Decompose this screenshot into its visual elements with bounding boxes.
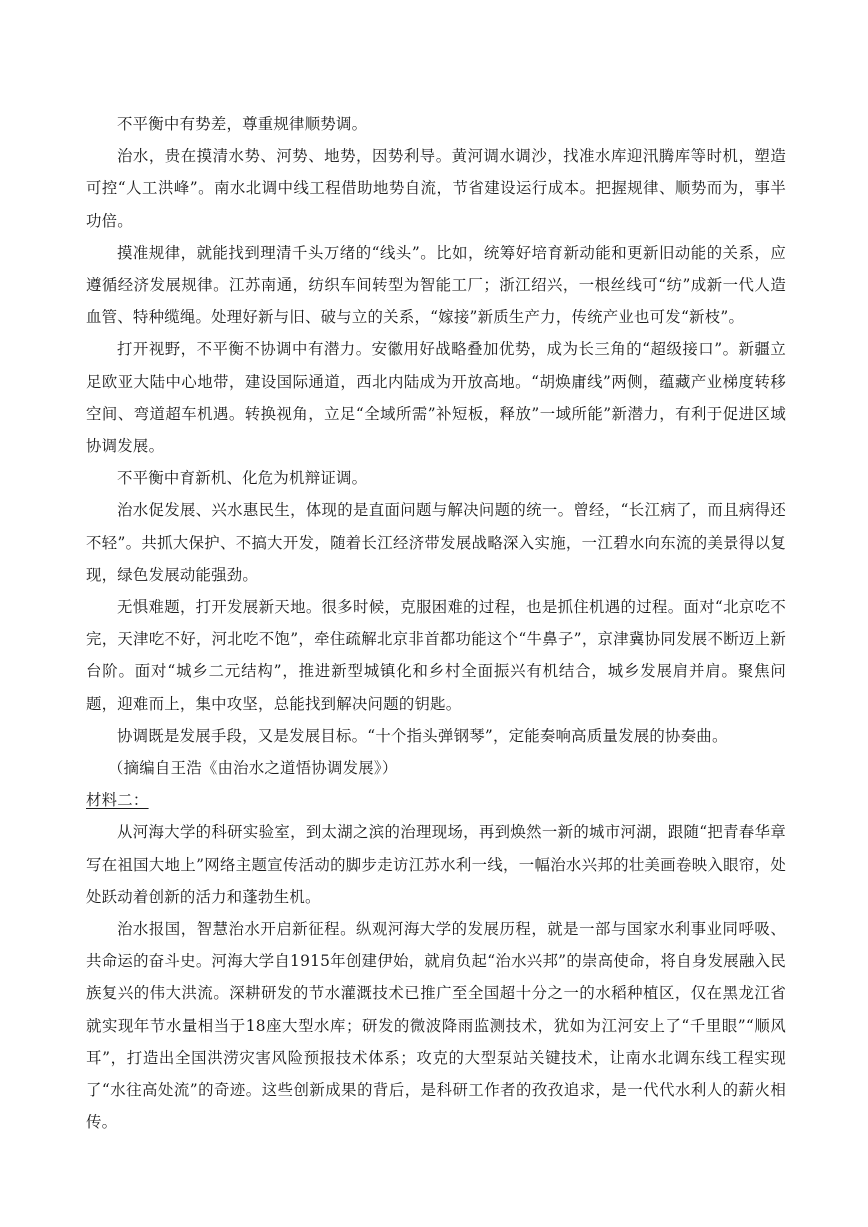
paragraph: 从河海大学的科研实验室，到太湖之滨的治理现场，再到焕然一新的城市河湖，跟随“把青春华章写在祖国大地上”网络主题宣传活动的脚步走访江苏水利一线，一幅治水兴邦的壮美画卷映入眼帘，处处跃动着创新的活力和蓬勃生机。: [86, 823, 786, 906]
paragraph: 治水促发展、兴水惠民生，体现的是直面问题与解决问题的统一。曾经，“长江病了，而且病得还不轻”。共抓大保护、不搞大开发，随着长江经济带发展战略深入实施，一江碧水向东流的美景得以复现，绿色发展动能强劲。: [86, 501, 786, 584]
material-label: [86, 784, 786, 816]
paragraph: 治水报国，智慧治水开启新征程。纵观河海大学的发展历程，就是一部与国家水利事业同呼吸、共命运的奋斗史。河海大学自1915年创建伊始，就肩负起“治水兴邦”的崇高使命，将自身发展融入民族复兴的伟大洪流。深耕研发的节水灌溉技术已推广至全国超十分之一的水稻种植区，仅在黑龙江省就实现年节水量相当于18座大型水库；研发的微波降雨监测技术，犹如为江河安上了“千里眼”“顺风耳”，打造出全国洪涝灾害风险预报技术体系；攻克的大型泵站关键技术，让南水北调东线工程实现了“水往高处流”的奇迹。这些创新成果的背后，是科研工作者的孜孜追求，是一代代水利人的薪火相传。: [86, 920, 786, 1132]
paragraph: 协调既是发展手段，又是发展目标。“十个指头弹钢琴”，定能奏响高质量发展的协奏曲。: [117, 726, 728, 745]
paragraph: 治水，贵在摸清水势、河势、地势，因势利导。黄河调水调沙，找准水库迎汛腾库等时机，塑造可控“人工洪峰”。南水北调中线工程借助地势自流，节省建设运行成本。把握规律、顺势而为，事半功倍。: [86, 147, 786, 230]
paragraph: 不平衡中育新机、化危为机辩证调。: [117, 469, 368, 488]
source-citation: （摘编自王浩《由治水之道悟协调发展》）: [108, 759, 398, 778]
paragraph: 不平衡中有势差，尊重规律顺势调。: [117, 115, 368, 133]
document-body: [86, 108, 786, 1139]
paragraph: 摸准规律，就能找到理清千头万绪的“线头”。比如，统筹好培育新动能和更新旧动能的关系，应遵循经济发展规律。江苏南通，纺织车间转型为智能工厂；浙江绍兴，一根丝线可“纺”成新一代人造血管、特种缆绳。处理好新与旧、破与立的关系，“嫁接”新质生产力，传统产业也可发“新枝”。: [86, 243, 786, 327]
paragraph: 无惧难题，打开发展新天地。很多时候，克服困难的过程，也是抓住机遇的过程。面对“北京吃不完，天津吃不好，河北吃不饱”，牵住疏解北京非首都功能这个“牛鼻子”，京津冀协同发展不断迈上新台阶。面对“城乡二元结构”，推进新型城镇化和乡村全面振兴有机结合，城乡发展肩并肩。聚焦问题，迎难而上，集中攻坚，总能找到解决问题的钥匙。: [86, 598, 786, 713]
material-label-text: 材料二：: [86, 791, 149, 810]
paragraph: 打开视野，不平衡不协调中有潜力。安徽用好战略叠加优势，成为长三角的“超级接口”。新疆立足欧亚大陆中心地带，建设国际通道，西北内陆成为开放高地。“胡焕庸线”两侧，蕴藏产业梯度转移空间、弯道超车机遇。转换视角，立足“全域所需”补短板，释放”一域所能”新潜力，有利于促进区域协调发展。: [86, 340, 786, 456]
